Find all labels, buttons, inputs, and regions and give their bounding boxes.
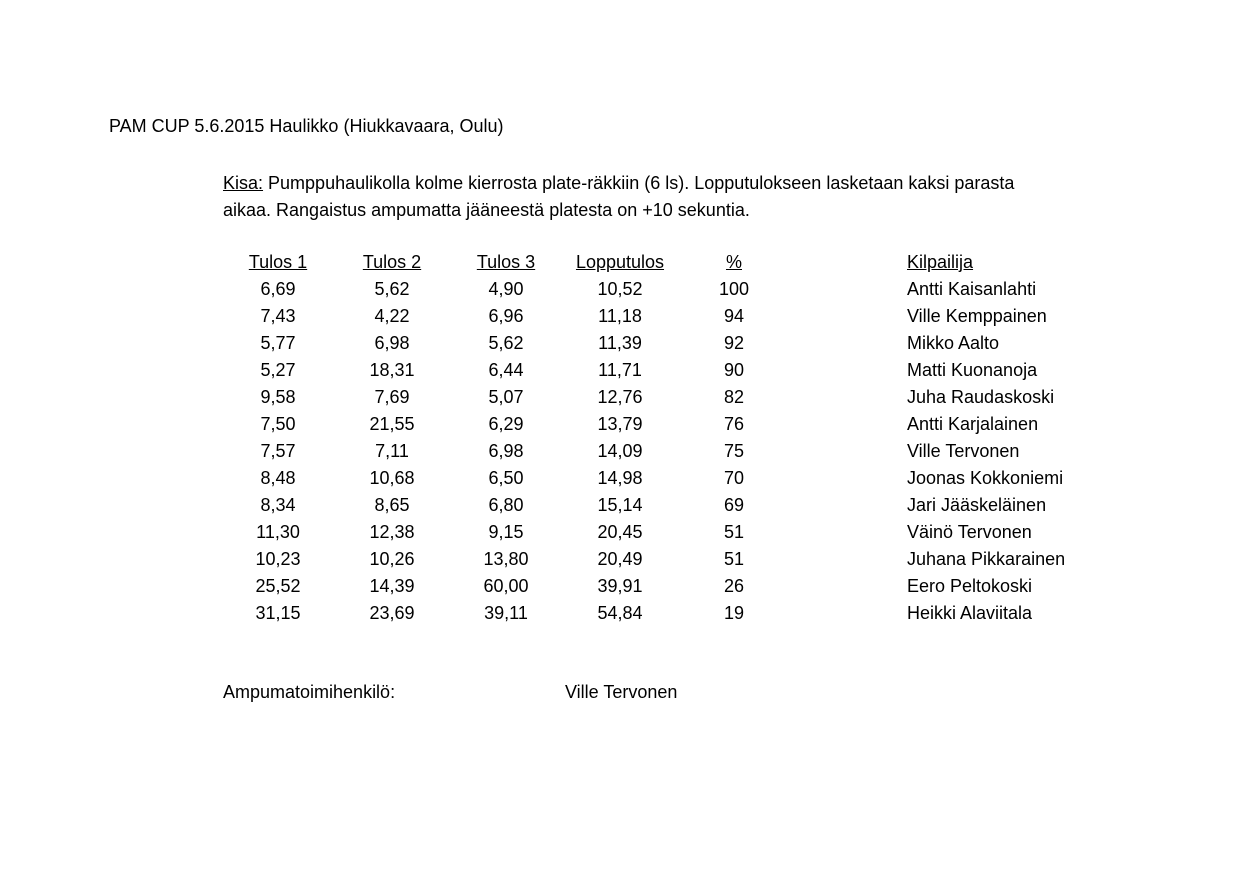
cell-tulos-3: 4,90 — [488, 279, 524, 299]
results-table — [0, 251, 1240, 629]
table-row — [0, 602, 1240, 629]
cell-tulos-2: 4,22 — [374, 306, 410, 326]
cell-kilpailija: Jari Jääskeläinen — [907, 495, 1047, 515]
cell-tulos-1: 6,69 — [260, 279, 296, 299]
range-official-label: Ampumatoimihenkilö: — [223, 682, 396, 702]
cell-percent: 92 — [723, 333, 745, 353]
table-row — [0, 359, 1240, 386]
cell-lopputulos: 14,98 — [597, 468, 643, 488]
cell-lopputulos: 11,39 — [598, 333, 642, 353]
cell-percent: 75 — [723, 441, 745, 461]
cell-kilpailija: Ville Kemppainen — [907, 306, 1047, 326]
cell-tulos-3: 6,50 — [488, 468, 524, 488]
header-tulos-2: Tulos 2 — [362, 252, 422, 272]
table-header-row — [0, 251, 1240, 278]
cell-percent: 76 — [723, 414, 745, 434]
table-row — [0, 332, 1240, 359]
cell-tulos-2: 21,55 — [369, 414, 415, 434]
cell-tulos-2: 8,65 — [374, 495, 410, 515]
cell-tulos-2: 7,69 — [374, 387, 410, 407]
cell-kilpailija: Antti Kaisanlahti — [907, 279, 1037, 299]
cell-lopputulos: 12,76 — [597, 387, 643, 407]
cell-kilpailija: Juha Raudaskoski — [907, 387, 1055, 407]
competition-description — [223, 170, 1103, 224]
cell-tulos-1: 9,58 — [260, 387, 296, 407]
description-text-1: Pumppuhaulikolla kolme kierrosta plate-räkkiin (6 ls). Lopputulokseen lasketaan kaksi parasta — [263, 173, 1015, 193]
cell-tulos-2: 14,39 — [369, 576, 415, 596]
table-row — [0, 548, 1240, 575]
range-official — [0, 682, 1240, 709]
cell-tulos-3: 6,98 — [488, 441, 524, 461]
cell-tulos-1: 7,43 — [260, 306, 296, 326]
table-body — [0, 278, 1240, 629]
cell-kilpailija: Väinö Tervonen — [907, 522, 1032, 542]
cell-kilpailija: Matti Kuonanoja — [907, 360, 1038, 380]
cell-percent: 51 — [723, 522, 745, 542]
cell-lopputulos: 13,79 — [597, 414, 643, 434]
cell-lopputulos: 54,84 — [597, 603, 643, 623]
table-row — [0, 386, 1240, 413]
table-row — [0, 521, 1240, 548]
cell-tulos-3: 6,44 — [488, 360, 524, 380]
cell-kilpailija: Juhana Pikkarainen — [907, 549, 1066, 569]
cell-lopputulos: 11,18 — [598, 306, 642, 326]
cell-percent: 100 — [718, 279, 750, 299]
description-label: Kisa: — [223, 173, 264, 193]
cell-percent: 69 — [723, 495, 745, 515]
cell-tulos-3: 13,80 — [483, 549, 529, 569]
header-lopputulos: Lopputulos — [575, 252, 665, 272]
cell-kilpailija: Mikko Aalto — [907, 333, 1000, 353]
header-percent: % — [725, 252, 742, 272]
cell-tulos-3: 9,15 — [488, 522, 524, 542]
cell-tulos-3: 60,00 — [483, 576, 529, 596]
table-row — [0, 413, 1240, 440]
cell-kilpailija: Eero Peltokoski — [907, 576, 1033, 596]
cell-kilpailija: Antti Karjalainen — [907, 414, 1039, 434]
table-row — [0, 440, 1240, 467]
cell-kilpailija: Heikki Alaviitala — [907, 603, 1033, 623]
cell-percent: 51 — [723, 549, 745, 569]
header-tulos-3: Tulos 3 — [476, 252, 536, 272]
cell-tulos-2: 23,69 — [369, 603, 415, 623]
cell-tulos-1: 10,23 — [255, 549, 301, 569]
cell-tulos-2: 12,38 — [369, 522, 415, 542]
cell-kilpailija: Ville Tervonen — [907, 441, 1020, 461]
cell-tulos-2: 5,62 — [374, 279, 410, 299]
cell-tulos-3: 6,29 — [488, 414, 524, 434]
cell-tulos-1: 7,57 — [260, 441, 296, 461]
cell-percent: 82 — [723, 387, 745, 407]
cell-tulos-3: 39,11 — [484, 603, 528, 623]
cell-lopputulos: 14,09 — [597, 441, 643, 461]
cell-tulos-1: 11,30 — [256, 522, 300, 542]
cell-tulos-1: 31,15 — [255, 603, 301, 623]
cell-percent: 19 — [723, 603, 745, 623]
cell-tulos-2: 18,31 — [369, 360, 415, 380]
cell-percent: 26 — [723, 576, 745, 596]
cell-tulos-1: 25,52 — [255, 576, 301, 596]
cell-lopputulos: 20,45 — [597, 522, 643, 542]
cell-tulos-1: 8,48 — [260, 468, 296, 488]
cell-lopputulos: 15,14 — [597, 495, 643, 515]
cell-tulos-2: 10,68 — [369, 468, 415, 488]
cell-lopputulos: 11,71 — [598, 360, 642, 380]
cell-tulos-3: 5,07 — [488, 387, 524, 407]
cell-tulos-1: 8,34 — [260, 495, 296, 515]
table-row — [0, 467, 1240, 494]
cell-tulos-1: 7,50 — [260, 414, 296, 434]
cell-tulos-2: 10,26 — [369, 549, 415, 569]
cell-kilpailija: Joonas Kokkoniemi — [907, 468, 1064, 488]
cell-tulos-3: 5,62 — [488, 333, 524, 353]
cell-percent: 90 — [723, 360, 745, 380]
cell-percent: 70 — [723, 468, 745, 488]
header-tulos-1: Tulos 1 — [248, 252, 308, 272]
cell-lopputulos: 10,52 — [597, 279, 643, 299]
description-line-2: aikaa. Rangaistus ampumatta jääneestä platesta on +10 sekuntia. — [223, 200, 750, 220]
cell-tulos-1: 5,27 — [260, 360, 296, 380]
cell-tulos-3: 6,96 — [488, 306, 524, 326]
table-row — [0, 575, 1240, 602]
cell-tulos-3: 6,80 — [488, 495, 524, 515]
cell-percent: 94 — [723, 306, 745, 326]
cell-lopputulos: 39,91 — [597, 576, 643, 596]
cell-tulos-2: 6,98 — [374, 333, 410, 353]
cell-lopputulos: 20,49 — [597, 549, 643, 569]
description-line-1 — [223, 170, 1103, 197]
range-official-name: Ville Tervonen — [565, 682, 678, 702]
document-title: PAM CUP 5.6.2015 Haulikko (Hiukkavaara, Oulu) — [109, 116, 504, 136]
table-row — [0, 305, 1240, 332]
table-row — [0, 278, 1240, 305]
cell-tulos-2: 7,11 — [375, 441, 409, 461]
cell-tulos-1: 5,77 — [260, 333, 296, 353]
header-kilpailija: Kilpailija — [907, 252, 974, 272]
table-row — [0, 494, 1240, 521]
